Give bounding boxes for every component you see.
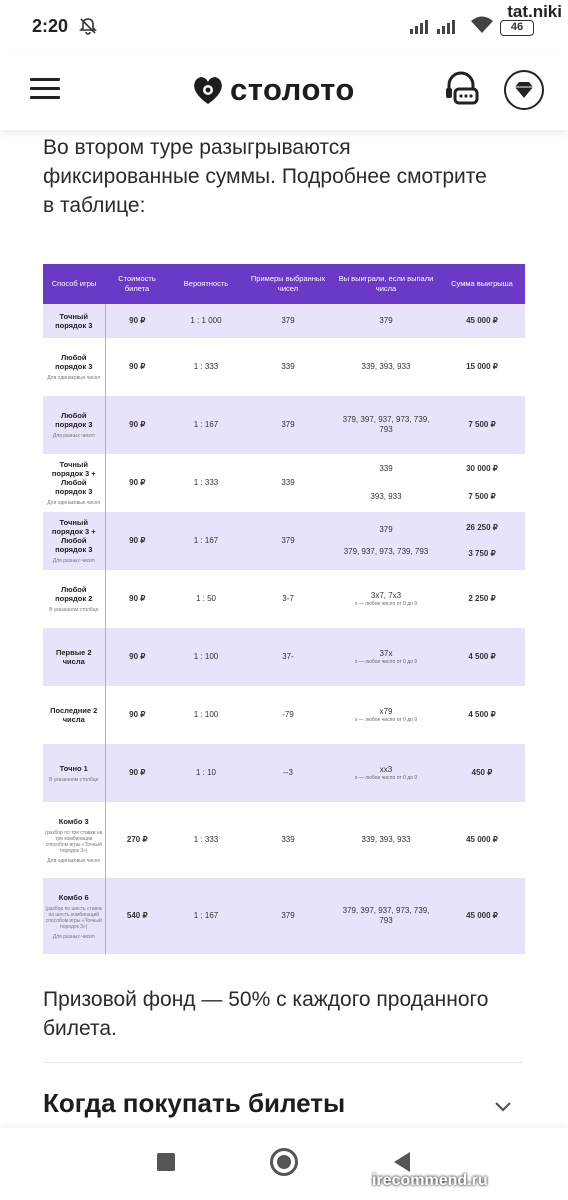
bell-off-icon — [78, 16, 98, 36]
table-row — [43, 304, 525, 338]
row-probability: 1 : 100 — [193, 710, 219, 719]
row-win: 379 — [379, 316, 393, 325]
row-win: xx3 — [379, 765, 393, 774]
table-row — [43, 396, 525, 454]
row-cost: 90 ₽ — [129, 652, 146, 661]
row-win: 379, 397, 937, 973, 739, 793 — [342, 906, 430, 925]
row-win: 339, 393, 933 — [361, 835, 411, 844]
app-header — [0, 52, 568, 130]
row-probability: 1 : 333 — [193, 362, 219, 371]
row-win-sub: x — любое число от 0 до 9 — [354, 601, 418, 607]
row-game-sub: В указанном столбце — [49, 776, 99, 783]
row-game-sub: (разбор по шесть ставок на шесть комбинаций способом игры «Точный порядок 3») — [45, 905, 103, 930]
row-game-name: Точный порядок 3 + Любой порядок 3 — [51, 518, 96, 554]
row-win: 379, 397, 937, 973, 739, 793 — [342, 415, 430, 434]
row-example: 339 — [281, 835, 295, 844]
row-example: 339 — [281, 362, 295, 371]
table-row — [43, 802, 525, 878]
row-cost: 270 ₽ — [126, 835, 148, 844]
row-sum: 7 500 ₽ — [468, 492, 496, 501]
row-win: x79 — [379, 707, 393, 716]
row-game-name: Любой порядок 2 — [55, 585, 93, 603]
row-game-sub: Для разных чисел — [52, 558, 95, 564]
row-sum: 26 250 ₽ — [466, 523, 498, 532]
status-time: 2:20 — [32, 16, 69, 36]
watermark-bottom: irecommend.ru — [372, 1172, 488, 1189]
row-example: 379 — [281, 536, 295, 545]
row-probability: 1 : 333 — [193, 478, 219, 487]
row-sum: 450 ₽ — [471, 768, 493, 777]
row-game-name: Любой порядок 3 — [55, 411, 93, 429]
row-example: 37- — [282, 652, 294, 661]
row-example: 339 — [281, 478, 295, 487]
row-sum: 3 750 ₽ — [468, 549, 496, 558]
row-probability: 1 : 167 — [193, 911, 219, 920]
row-probability: 1 : 333 — [193, 835, 219, 844]
watermark-top: tat.niki — [507, 2, 562, 21]
row-probability: 1 : 50 — [195, 594, 216, 603]
row-cost: 90 ₽ — [129, 536, 146, 545]
table-row — [43, 628, 525, 686]
row-sum: 7 500 ₽ — [468, 420, 496, 429]
row-sum: 45 000 ₽ — [466, 911, 498, 920]
row-example: 379 — [281, 420, 295, 429]
table-row — [43, 338, 525, 396]
row-win: 339 — [379, 464, 393, 473]
signal-icon — [410, 18, 462, 34]
table-row — [43, 454, 525, 512]
row-cost: 90 ₽ — [129, 594, 146, 603]
row-cost: 90 ₽ — [129, 768, 146, 777]
row-game-sub: Для одинаковых чисел — [47, 500, 101, 506]
row-example: 3-7 — [282, 594, 294, 603]
row-game-name: Точно 1 — [59, 763, 88, 773]
th-probability: Вероятность — [183, 279, 229, 288]
menu-icon[interactable] — [30, 78, 60, 100]
brand-name: столото — [230, 72, 355, 107]
recents-button[interactable] — [157, 1153, 175, 1171]
row-game-sub2: Для разных чисел — [52, 933, 95, 940]
intro-text: Во втором туре разыгрываются фиксированные суммы. Подробнее смотрите в таблице: — [43, 136, 487, 217]
row-win-sub: x — любое число от 0 до 9 — [354, 659, 418, 665]
back-icon[interactable] — [392, 1150, 412, 1174]
wifi-icon — [470, 15, 494, 35]
prize-table-grid — [43, 264, 525, 954]
row-probability: 1 : 167 — [193, 536, 219, 545]
row-game-name: Любой порядок 3 — [55, 353, 93, 371]
th-win-condition: Вы выиграли, если выпали числа — [338, 274, 434, 293]
row-game-sub: В указанном столбце — [49, 607, 99, 613]
prize-table — [43, 264, 525, 950]
row-game-name: Комбо 6 — [58, 892, 89, 902]
battery-indicator: 46 — [500, 20, 534, 36]
row-sum: 4 500 ₽ — [468, 710, 496, 719]
row-win: 339, 393, 933 — [361, 362, 411, 371]
accordion-title: Когда покупать билеты — [43, 1088, 346, 1118]
row-game-sub2: Для одинаковых чисел — [47, 857, 101, 864]
row-cost: 90 ₽ — [129, 478, 146, 487]
row-example: 379 — [281, 911, 295, 920]
row-cost: 540 ₽ — [126, 911, 148, 920]
table-row — [43, 512, 525, 570]
prize-fund-text: Призовой фонд — 50% с каждого проданного билета. — [43, 988, 489, 1040]
row-game-sub: Для разных чисел — [52, 433, 95, 439]
row-example: 379 — [281, 316, 295, 325]
row-game-sub: Для одинаковых чисел — [47, 375, 101, 381]
row-game-name: Первые 2 числа — [55, 648, 92, 666]
th-example: Примеры выбранных чисел — [250, 274, 326, 293]
row-game-sub: (разбор по три ставки на три комбинации способом игры «Точный порядок 3») — [45, 829, 103, 854]
row-win: 393, 933 — [370, 492, 402, 501]
row-win: 3x7, 7x3 — [370, 591, 402, 600]
row-win-sub: x — любое число от 0 до 9 — [354, 717, 418, 723]
home-button[interactable] — [270, 1148, 298, 1176]
chevron-down-icon[interactable] — [493, 1096, 513, 1116]
row-probability: 1 : 10 — [195, 768, 216, 777]
row-game-name: Комбо 3 — [58, 816, 89, 826]
row-example: --3 — [283, 768, 293, 777]
row-sum: 15 000 ₽ — [466, 362, 498, 371]
row-probability: 1 : 100 — [193, 652, 219, 661]
row-win: 379, 937, 973, 739, 793 — [343, 547, 429, 556]
row-game-name: Точный порядок 3 — [55, 312, 93, 330]
row-probability: 1 : 1 000 — [190, 316, 222, 325]
row-cost: 90 ₽ — [129, 710, 146, 719]
row-win: 37x — [379, 649, 393, 658]
headset-chat-icon[interactable] — [442, 70, 480, 108]
row-sum: 4 500 ₽ — [468, 652, 496, 661]
table-row — [43, 570, 525, 628]
row-cost: 90 ₽ — [129, 420, 146, 429]
divider — [43, 1062, 523, 1063]
row-game-name: Последние 2 числа — [50, 706, 98, 724]
logo[interactable] — [190, 70, 355, 110]
table-row — [43, 744, 525, 802]
stoloto-heart-icon — [190, 72, 226, 108]
row-game-name: Точный порядок 3 + Любой порядок 3 — [51, 460, 96, 496]
th-game: Способ игры — [51, 279, 97, 288]
table-row — [43, 878, 525, 954]
row-cost: 90 ₽ — [129, 316, 146, 325]
row-sum: 45 000 ₽ — [466, 835, 498, 844]
table-header-row — [43, 264, 525, 304]
row-probability: 1 : 167 — [193, 420, 219, 429]
row-example: -79 — [282, 710, 294, 719]
row-sum: 2 250 ₽ — [468, 594, 496, 603]
status-bar — [0, 0, 568, 52]
diamond-icon[interactable] — [504, 70, 544, 110]
th-sum: Сумма выигрыша — [451, 279, 513, 288]
row-cost: 90 ₽ — [129, 362, 146, 371]
table-row — [43, 686, 525, 744]
accordion-when-to-buy[interactable] — [43, 1088, 523, 1128]
row-sum: 45 000 ₽ — [466, 316, 498, 325]
th-cost: Стоимость билета — [118, 274, 156, 293]
row-sum: 30 000 ₽ — [466, 464, 498, 473]
row-win-sub: x — любое число от 0 до 9 — [354, 775, 418, 781]
row-win: 379 — [379, 525, 393, 534]
